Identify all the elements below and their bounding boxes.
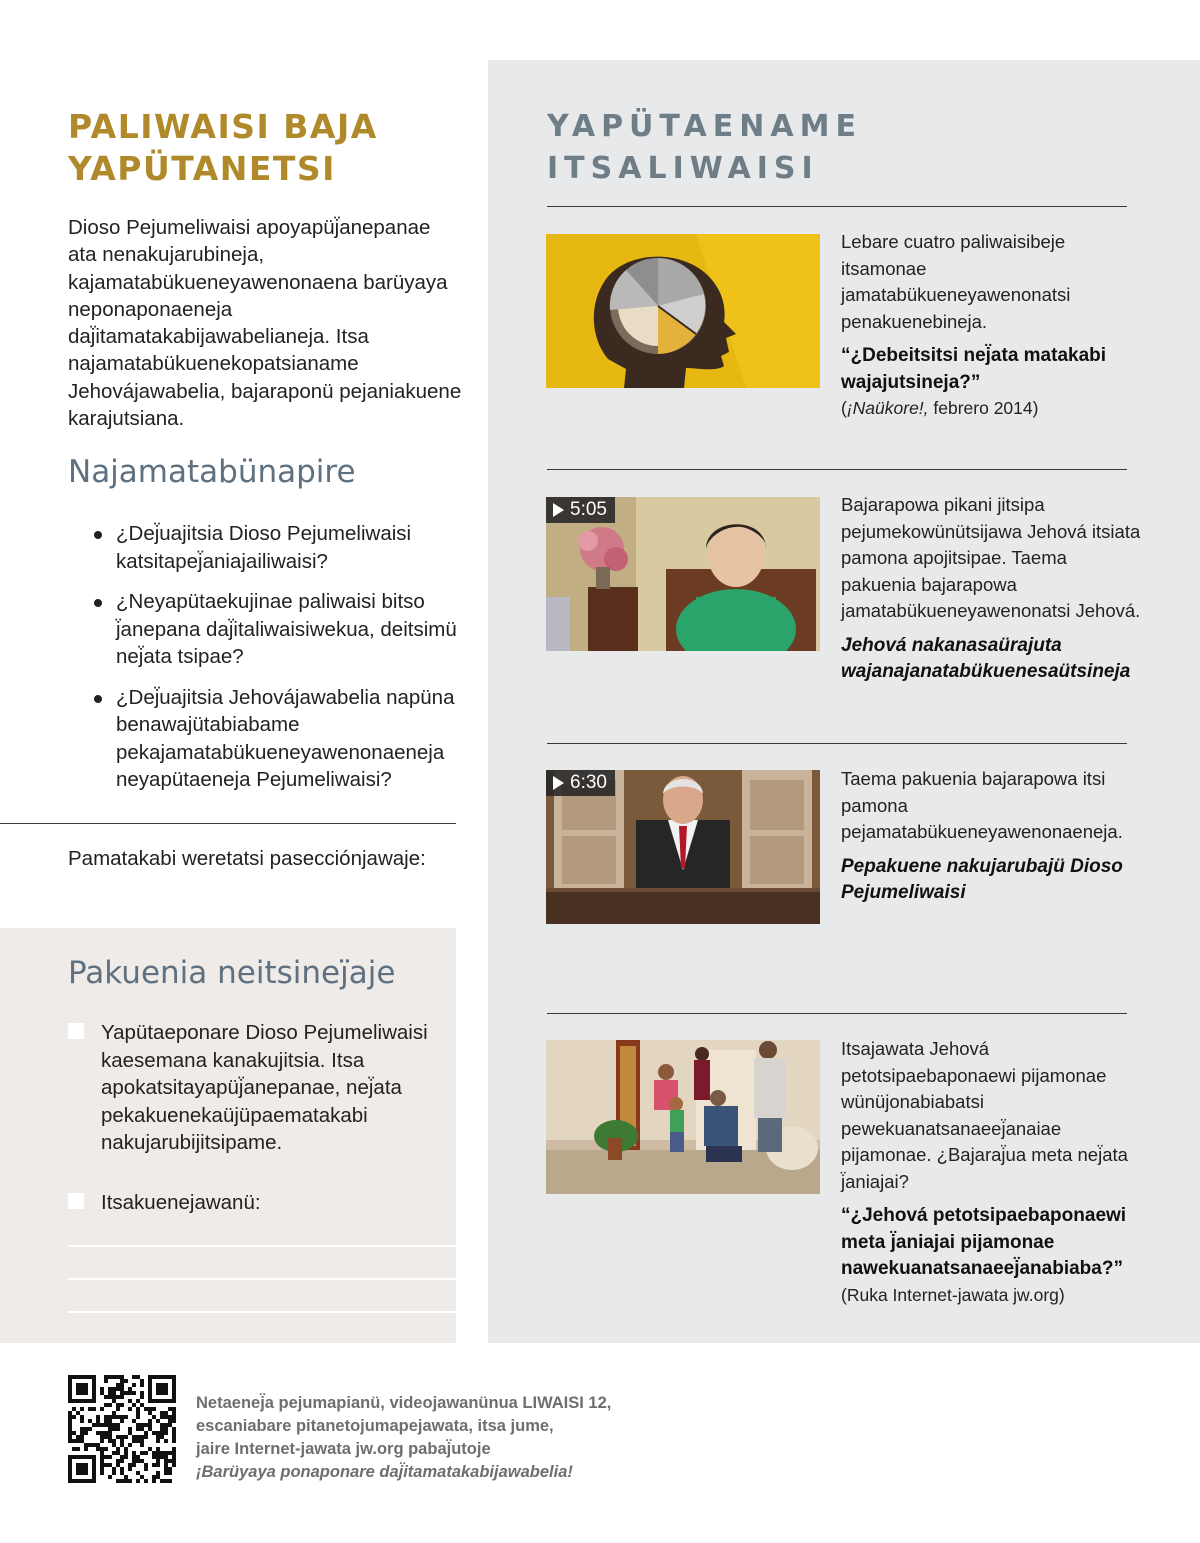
item-source: (Ruka Internet-jawata jw.org): [841, 1284, 1065, 1305]
related-content-title: [547, 106, 862, 190]
item-description: Lebare cuatro paliwaisibeje itsamonae jamatabükueneyawenonatsi penakuenebineja.: [841, 231, 1071, 332]
related-title-line1: YAPÜTAENAME: [547, 109, 862, 144]
task-item[interactable]: [68, 1019, 438, 1157]
item-text: [841, 492, 1141, 686]
item-divider: [547, 206, 1127, 207]
qr-code-icon: [68, 1375, 176, 1483]
writing-line[interactable]: [68, 1311, 456, 1313]
bullet-icon: [94, 531, 102, 539]
question-item: [86, 520, 466, 575]
footer-instructions: [196, 1392, 716, 1484]
bullet-icon: [94, 599, 102, 607]
footer-line: escaniabare pitanetojumapejawata, itsa jume,: [196, 1417, 554, 1435]
video-thumbnail[interactable]: [546, 770, 820, 924]
item-description: Itsajawata Jehová petotsipaebaponaewi pijamonae wünüjonabiabatsi pewekuanatsanaeej̈anaiae pijamonae. ¿Bajaraj̈ua meta nej̈ata j̈aniajai?: [841, 1038, 1128, 1192]
checkbox-icon[interactable]: [68, 1023, 84, 1039]
section-divider: [0, 823, 456, 824]
item-text: [841, 766, 1141, 907]
article-thumbnail[interactable]: [546, 1040, 820, 1194]
video-duration-badge: 6:30: [546, 770, 615, 796]
item-divider: [547, 469, 1127, 470]
item-description: Bajarapowa pikani jitsipa pejumekowünütsijawa Jehová itsiata pamona apojitsipae. Taema pakuenia bajarapowa jamatabükueneyawenonatsi Jehová.: [841, 494, 1141, 621]
item-reference[interactable]: “¿Debeitsitsi nej̈ata matakabi wajajutsineja?”: [841, 345, 1107, 393]
lesson-title-line1: PALIWAISI BAJA: [68, 107, 378, 146]
video-thumbnail[interactable]: [546, 497, 820, 651]
task-text: Itsakuenejawanü:: [101, 1191, 261, 1214]
item-divider: [547, 1013, 1127, 1014]
footer-line: jaire Internet-jawata jw.org pabaj̈utoje: [196, 1440, 491, 1458]
item-source: (¡Naükore!, febrero 2014): [841, 398, 1039, 418]
question-text: ¿Dej̈uajitsia Jehovájawabelia napüna benawajütabiabame pekajamatabükueneyawenonaeneja neyapütaeneja Pejumeliwaisi?: [116, 685, 455, 791]
item-description: Taema pakuenia bajarapowa itsi pamona pejamatabükueneyawenonaeneja.: [841, 768, 1123, 842]
writing-line[interactable]: [68, 1278, 456, 1280]
item-divider: [547, 743, 1127, 744]
review-questions-heading: Najamatabünapire: [68, 454, 356, 490]
intro-paragraph: Dioso Pejumeliwaisi apoyapüj̈anepanae ata nenakujarubineja, kajamatabükueneyawenonaena barüyaya neponaponaeneja daj̈itamatakabijawabelianeja. Itsa najamatabükuenekopatsianame Jehovájawabelia, bajaraponü pejaniakuene karajutsiana.: [68, 216, 462, 431]
question-text: ¿Neyapütaekujinae paliwaisi bitso j̈anepana daj̈italiwaisiwekua, deitsimü nej̈ata tsipae?: [116, 590, 457, 668]
video-duration-badge: 5:05: [546, 497, 615, 523]
item-reference[interactable]: Pepakuene nakujarubajü Dioso Pejumeliwaisi: [841, 855, 1123, 903]
family-visit-illustration: [546, 1040, 820, 1194]
head-silhouette-illustration: [546, 234, 820, 388]
item-text: [841, 229, 1141, 420]
footer-slogan: ¡Barüyaya ponaponare daj̈itamatakabijawabelia!: [196, 1463, 573, 1481]
task-text: Yapütaeponare Dioso Pejumeliwaisi kaesemana kanakujitsia. Itsa apokatsitayapüj̈anepanae, nej̈ata pekakuenekaüjüpaematakabi nakujarubijitsipame.: [101, 1021, 428, 1154]
lesson-title: [68, 106, 378, 190]
related-title-line2: ITSALIWAISI: [547, 151, 819, 186]
item-reference[interactable]: Jehová nakanasaürajuta wajanajanatabükuenesaütsineja: [841, 634, 1131, 682]
question-text: ¿Dej̈uajitsia Dioso Pejumeliwaisi katsitapej̈aniajailiwaisi?: [116, 522, 412, 573]
review-questions-list: [86, 520, 466, 807]
item-reference[interactable]: “¿Jehová petotsipaebaponaewi meta j̈aniajai pijamonae nawekuanatsanaeej̈anabiaba?”: [841, 1205, 1127, 1279]
qr-code[interactable]: [68, 1375, 176, 1483]
tasks-heading: Pakuenia neitsinej̈aje: [68, 955, 396, 991]
question-item: [86, 588, 466, 671]
item-text: [841, 1036, 1141, 1307]
writing-line[interactable]: [68, 1245, 456, 1247]
play-icon: [553, 776, 564, 790]
lesson-title-line2: YAPÜTANETSI: [68, 149, 336, 188]
bullet-icon: [94, 695, 102, 703]
checkbox-icon[interactable]: [68, 1193, 84, 1209]
footer-line: Netaenej̈a pejumapianü, videojawanünua LIWAISI 12,: [196, 1394, 612, 1412]
play-icon: [553, 503, 564, 517]
question-item: [86, 684, 466, 794]
article-thumbnail[interactable]: [546, 234, 820, 388]
scripture-note: Pamatakabi weretatsi pasecciónjawaje:: [68, 847, 426, 870]
task-item[interactable]: [68, 1189, 438, 1217]
